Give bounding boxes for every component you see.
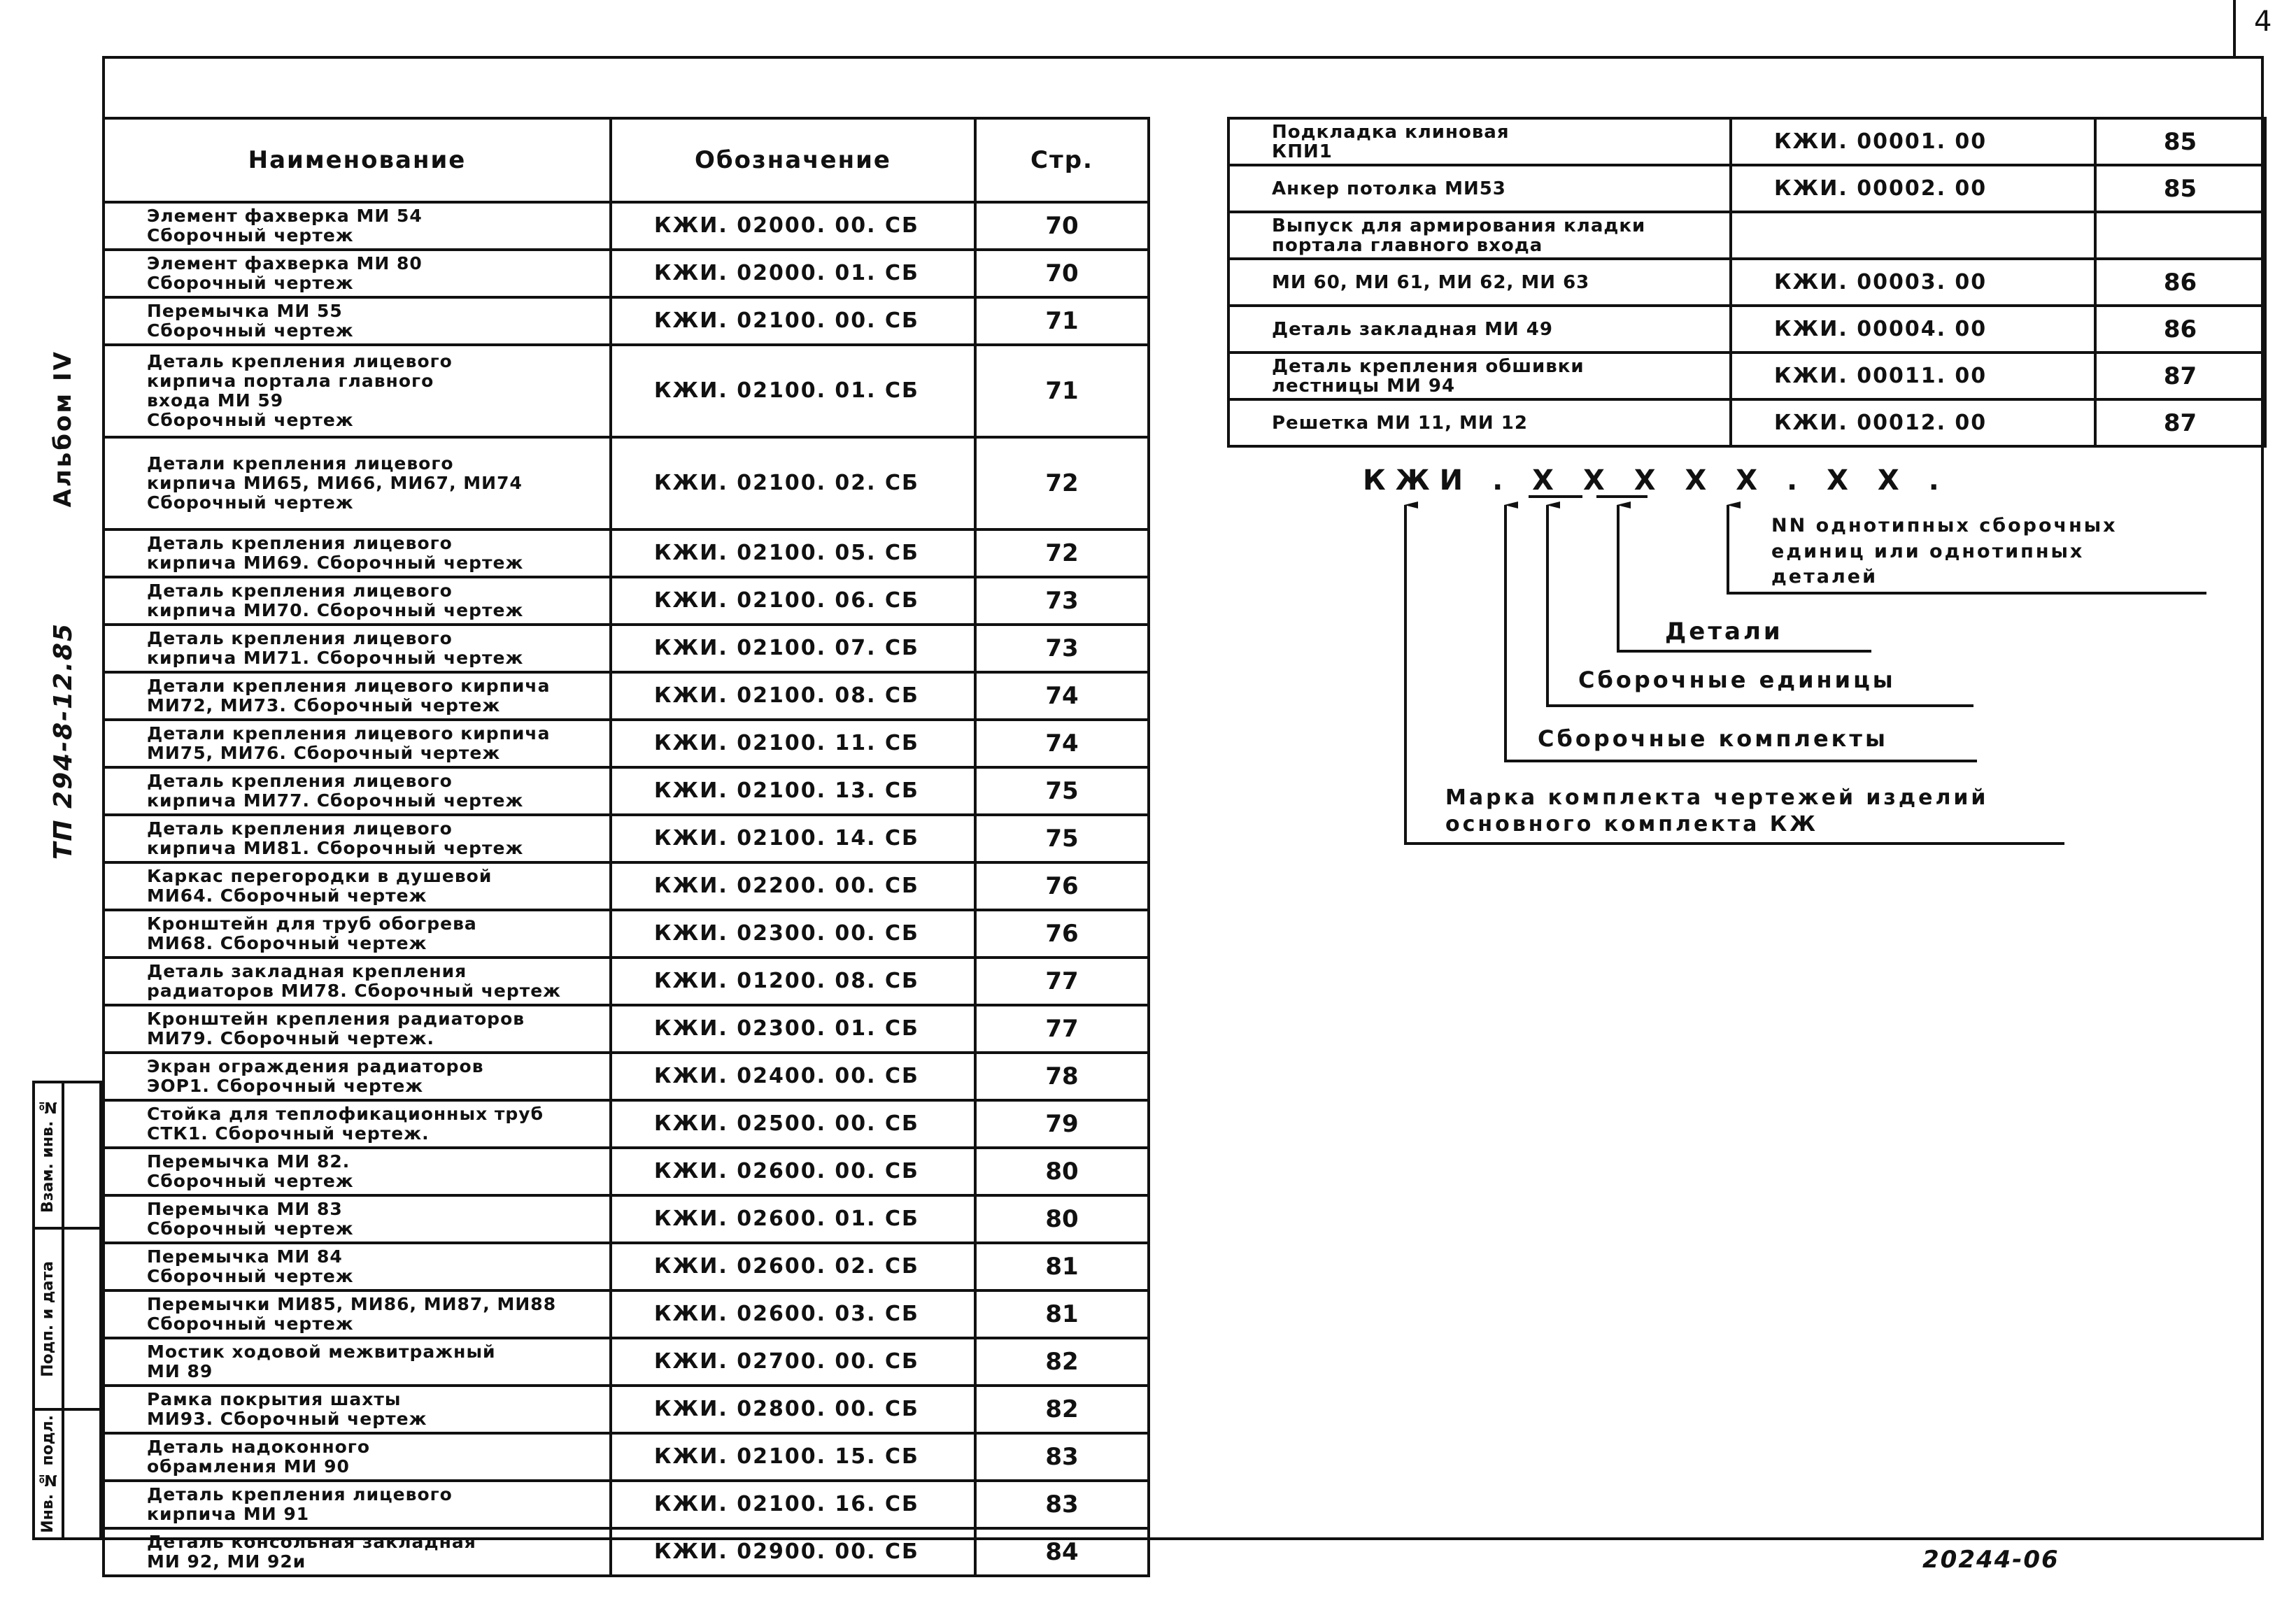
row-page: 83 [975,1481,1149,1528]
row-name-line: Перемычка МИ 83 [147,1199,343,1219]
row-designation: КЖИ. 02100. 06. СБ [611,577,975,625]
row-name-line: Сборочный чертеж [147,492,354,513]
row-page: 80 [975,1195,1149,1243]
row-designation: КЖИ. 02800. 00. СБ [611,1386,975,1433]
row-name-line: Рамка покрытия шахты [147,1389,402,1409]
row-name-line: СТК1. Сборочный чертеж. [147,1123,430,1144]
row-name-line: входа МИ 59 [147,390,284,411]
row-name-line: Деталь крепления лицевого [147,818,453,839]
row-name-line: Деталь закладная крепления [147,961,467,981]
row-designation: КЖИ. 00003. 00 [1731,259,2095,306]
row-name-line: кирпича портала главного [147,371,434,391]
row-name-line: МИ75, МИ76. Сборочный чертеж [147,743,501,763]
row-page: 74 [975,720,1149,767]
row-name-line: Мостик ходовой межвитражный [147,1342,496,1362]
row-name-line: Деталь крепления обшивки [1272,355,1585,377]
row-name-line: обрамления МИ 90 [147,1456,350,1477]
row-name-line: Сборочный чертеж [147,1266,354,1286]
row-page: 82 [975,1338,1149,1386]
row-name-line: Перемычка МИ 82. [147,1151,350,1172]
row-name-line: Деталь крепления лицевого [147,351,453,371]
row-designation: КЖИ. 02100. 05. СБ [611,529,975,577]
row-name-line: МИ68. Сборочный чертеж [147,933,427,953]
row-designation: КЖИ. 02100. 00. СБ [611,297,975,345]
row-name-line: Подкладка клиновая [1272,121,1510,143]
row-name-line: Кронштейн крепления радиаторов [147,1009,525,1029]
row-designation: КЖИ. 00002. 00 [1731,165,2095,212]
row-page: 73 [975,625,1149,672]
row-designation: КЖИ. 02300. 00. СБ [611,910,975,958]
row-name-line: Деталь крепления лицевого [147,628,453,648]
row-designation: КЖИ. 02100. 15. СБ [611,1433,975,1481]
row-page: 77 [975,958,1149,1005]
document-number: 20244-06 [1922,1546,2060,1574]
row-name-line: Деталь консольная закладная [147,1532,476,1552]
row-page: 83 [975,1433,1149,1481]
row-designation: КЖИ. 02100. 01. СБ [611,345,975,437]
row-page: 78 [975,1053,1149,1100]
row-page: 75 [975,767,1149,815]
legend-nn-line: единиц или однотипных [1771,541,2085,562]
row-name-line: кирпича МИ70. Сборочный чертеж [147,600,524,620]
row-name-line: МИ72, МИ73. Сборочный чертеж [147,695,501,716]
row-designation: КЖИ. 02300. 01. СБ [611,1005,975,1053]
row-name-line: Детали крепления лицевого кирпича [147,723,551,744]
row-designation: КЖИ. 02200. 00. СБ [611,862,975,910]
legend-nn-line: деталей [1771,566,1878,588]
row-name-line: Деталь крепления лицевого [147,581,453,601]
legend-assembly-sets: Сборочные комплекты [1538,725,1888,752]
row-designation: КЖИ. 02700. 00. СБ [611,1338,975,1386]
row-name-line: МИ 89 [147,1361,213,1381]
row-page: 74 [975,672,1149,720]
row-name-line: кирпича МИ69. Сборочный чертеж [147,553,524,573]
row-designation: КЖИ. 02600. 03. СБ [611,1290,975,1338]
row-name-line: Перемычка МИ 55 [147,301,343,321]
row-designation: КЖИ. 02100. 07. СБ [611,625,975,672]
row-name-line: КПИ1 [1272,141,1333,162]
row-name-line: МИ64. Сборочный чертеж [147,885,427,906]
row-name-line: МИ93. Сборочный чертеж [147,1409,427,1429]
row-name-line: Сборочный чертеж [147,320,354,341]
row-name-line: Сборочный чертеж [147,1314,354,1334]
row-name-line: МИ 60, МИ 61, МИ 62, МИ 63 [1272,271,1590,293]
row-name-line: Экран ограждения радиаторов [147,1056,484,1076]
legend-mark-line: Марка комплекта чертежей изделий [1445,785,1989,810]
row-name-line: кирпича МИ81. Сборочный чертеж [147,838,524,858]
row-page: 80 [975,1148,1149,1195]
row-designation: КЖИ. 02100. 13. СБ [611,767,975,815]
row-name-line: Деталь надоконного [147,1437,371,1457]
row-page: 81 [975,1243,1149,1290]
row-name-line: Сборочный чертеж [147,1171,354,1191]
legend-assembly-units: Сборочные единицы [1578,667,1896,693]
row-name-line: кирпича МИ65, МИ66, МИ67, МИ74 [147,473,523,493]
row-page: 87 [2095,399,2265,446]
row-name-line: МИ79. Сборочный чертеж. [147,1028,434,1048]
row-page: 77 [975,1005,1149,1053]
row-page: 86 [2095,306,2265,353]
row-name-line: Сборочный чертеж [147,410,354,430]
stamp-original-inv: Инв. № подл. [38,1415,57,1533]
row-designation: КЖИ. 02500. 00. СБ [611,1100,975,1148]
row-designation: КЖИ. 02100. 11. СБ [611,720,975,767]
row-name-line: кирпича МИ71. Сборочный чертеж [147,648,524,668]
row-name-line: МИ 92, МИ 92и [147,1551,306,1572]
row-name-line: Перемычки МИ85, МИ86, МИ87, МИ88 [147,1294,557,1314]
row-designation: КЖИ. 02000. 01. СБ [611,250,975,297]
row-page: 71 [975,297,1149,345]
row-name-line: Перемычка МИ 84 [147,1246,343,1267]
row-name-line: Деталь крепления лицевого [147,771,453,791]
row-designation: КЖИ. 02900. 00. СБ [611,1528,975,1576]
row-page: 76 [975,910,1149,958]
row-name-line: ЭОР1. Сборочный чертеж [147,1076,424,1096]
stamp-replaced-inv: Взам. инв. № [38,1097,57,1213]
project-code: ТП 294-8-12.85 [49,622,78,860]
row-designation: КЖИ. 00011. 00 [1731,353,2095,399]
row-page: 73 [975,577,1149,625]
sheet-number: 4 [2254,6,2272,38]
row-page: 86 [2095,259,2265,306]
row-page: 72 [975,529,1149,577]
row-designation: КЖИ. 02100. 16. СБ [611,1481,975,1528]
code-pattern: КЖИ . Х Х Х Х Х . Х Х . [1363,464,1949,497]
row-name-line: Стойка для теплофикационных труб [147,1104,544,1124]
row-page: 75 [975,815,1149,862]
row-designation: КЖИ. 02000. 00. СБ [611,202,975,250]
legend-nn-line: NN однотипных сборочных [1771,515,2118,536]
row-name-line: лестницы МИ 94 [1272,375,1456,397]
row-page: 85 [2095,118,2265,165]
row-designation: КЖИ. 02100. 02. СБ [611,437,975,529]
row-page: 71 [975,345,1149,437]
row-name-line: Элемент фахверка МИ 54 [147,206,423,226]
row-name-line: Деталь крепления лицевого [147,533,453,553]
row-name-line: Кронштейн для труб обогрева [147,913,477,934]
row-name-line: Детали крепления лицевого кирпича [147,676,551,696]
row-name-line: кирпича МИ77. Сборочный чертеж [147,790,524,811]
row-name-line: Деталь крепления лицевого [147,1484,453,1504]
row-page: 70 [975,202,1149,250]
row-name-line: Анкер потолка МИ53 [1272,178,1506,199]
row-designation: КЖИ. 02100. 14. СБ [611,815,975,862]
row-designation: КЖИ. 02600. 02. СБ [611,1243,975,1290]
row-page: 79 [975,1100,1149,1148]
row-name-line: Решетка МИ 11, МИ 12 [1272,412,1528,434]
row-page: 72 [975,437,1149,529]
album-label: Альбом IV [49,350,77,508]
row-page: 76 [975,862,1149,910]
row-designation: КЖИ. 00004. 00 [1731,306,2095,353]
row-designation: КЖИ. 02600. 00. СБ [611,1148,975,1195]
row-name-line: Детали крепления лицевого [147,453,454,474]
row-name-line: Сборочный чертеж [147,1218,354,1239]
header-designation: Обозначение [611,118,975,202]
legend-details: Детали [1665,618,1783,646]
row-designation: КЖИ. 00001. 00 [1731,118,2095,165]
stamp-signature-date: Подп. и дата [38,1260,57,1377]
row-page: 82 [975,1386,1149,1433]
row-name-line: радиаторов МИ78. Сборочный чертеж [147,981,562,1001]
header-page: Стр. [975,118,1149,202]
row-designation: КЖИ. 01200. 08. СБ [611,958,975,1005]
row-page: 70 [975,250,1149,297]
row-name-line: Сборочный чертеж [147,225,354,246]
row-designation: КЖИ. 02400. 00. СБ [611,1053,975,1100]
row-designation: КЖИ. 00012. 00 [1731,399,2095,446]
legend-mark-line: основного комплекта КЖ [1445,812,1819,837]
row-page: 84 [975,1528,1149,1576]
row-name-line: Выпуск для армирования кладки [1272,215,1646,236]
header-name: Наименование [104,118,611,202]
row-page: 81 [975,1290,1149,1338]
row-name-line: портала главного входа [1272,234,1543,256]
row-name-line: Деталь закладная МИ 49 [1272,318,1553,340]
row-page: 87 [2095,353,2265,399]
row-designation: КЖИ. 02100. 08. СБ [611,672,975,720]
row-name-line: кирпича МИ 91 [147,1504,310,1524]
row-page: 85 [2095,165,2265,212]
row-name-line: Элемент фахверка МИ 80 [147,253,423,273]
row-name-line: Каркас перегородки в душевой [147,866,492,886]
row-designation: КЖИ. 02600. 01. СБ [611,1195,975,1243]
row-name-line: Сборочный чертеж [147,273,354,293]
